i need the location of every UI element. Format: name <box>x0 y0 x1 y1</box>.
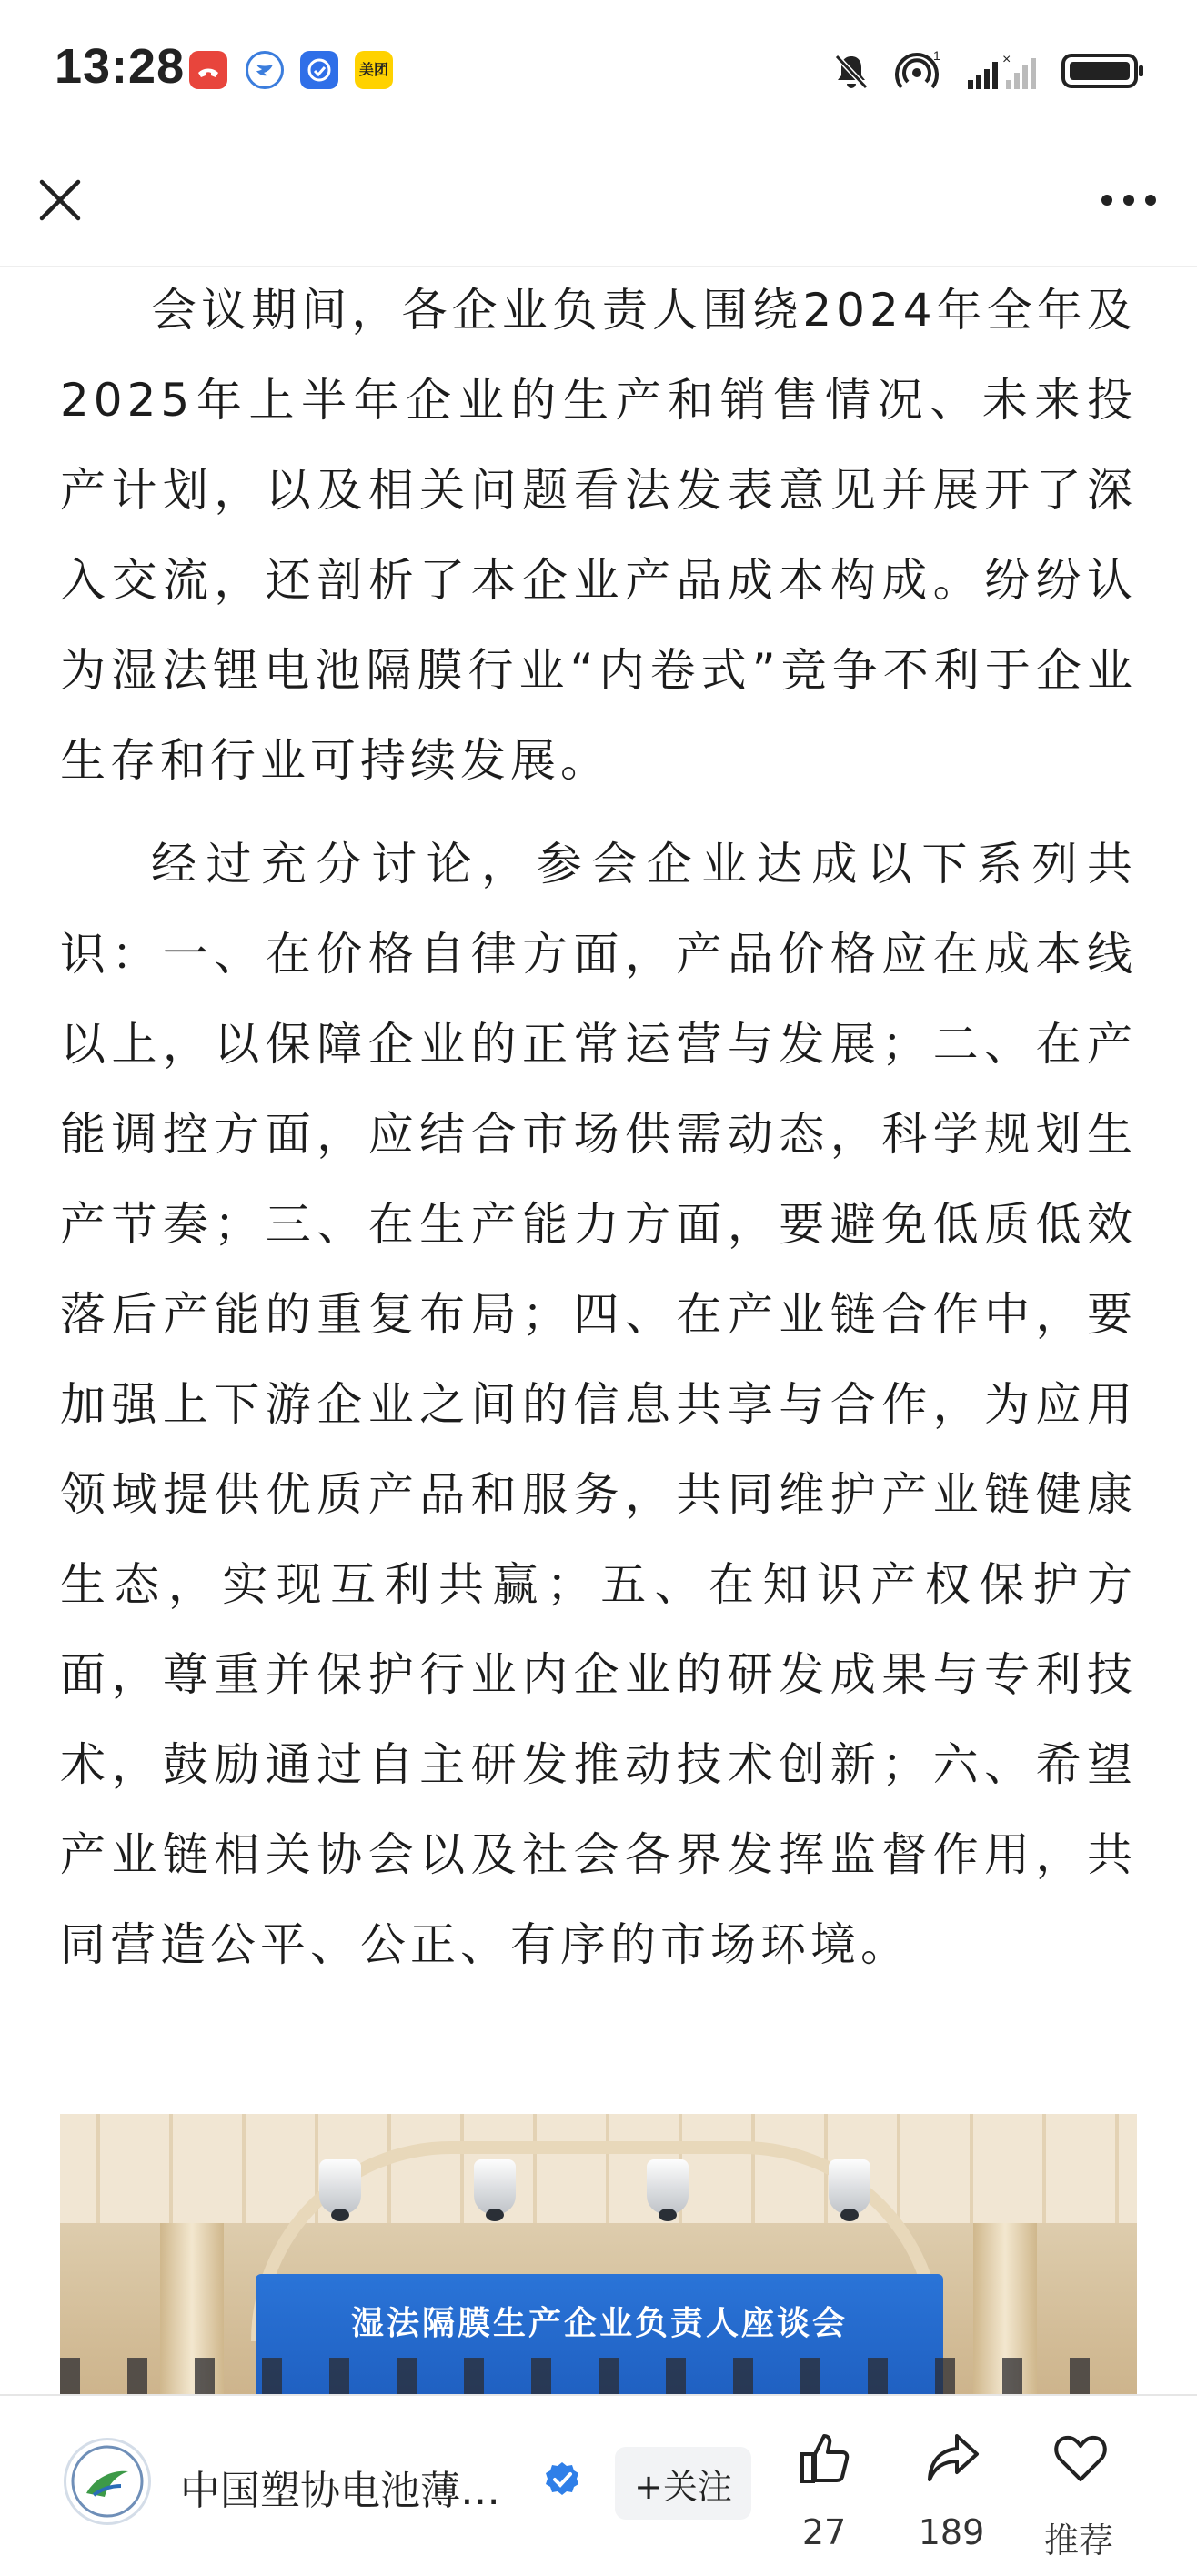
stage-lamp <box>829 2159 870 2214</box>
close-icon <box>36 176 84 224</box>
status-time: 13:28 <box>55 39 186 94</box>
svg-text:×: × <box>1002 52 1011 67</box>
article-photo[interactable] <box>60 2114 1137 2394</box>
share-count: 189 <box>918 2512 985 2552</box>
follow-button[interactable]: +关注 <box>615 2447 751 2520</box>
top-bar <box>0 146 1197 267</box>
thumbs-up-icon <box>797 2429 855 2487</box>
share-button[interactable] <box>897 2423 1006 2560</box>
close-button[interactable] <box>27 167 93 233</box>
verified-icon <box>542 2460 582 2500</box>
system-icons <box>831 47 1146 95</box>
bell-muted-icon <box>831 51 871 91</box>
photo-attendees <box>60 2358 1137 2394</box>
hotspot-icon <box>895 49 942 93</box>
stage-lamp <box>319 2159 361 2214</box>
recommend-button[interactable] <box>1024 2423 1133 2560</box>
stage-lamp <box>474 2159 516 2214</box>
heart-icon <box>1051 2429 1110 2487</box>
stage-lamp <box>647 2159 689 2214</box>
like-count: 27 <box>801 2512 847 2552</box>
more-button[interactable] <box>1088 167 1170 233</box>
bottom-bar <box>0 2394 1197 2576</box>
meituan-icon: 美团 <box>355 51 393 89</box>
author-avatar[interactable] <box>64 2438 151 2525</box>
status-bar <box>0 0 1197 146</box>
more-icon <box>1100 193 1158 207</box>
signal-icon <box>966 51 1037 91</box>
recommend-label: 推荐 <box>1043 2521 1113 2561</box>
phone-icon <box>189 51 227 89</box>
blue-app-icon <box>300 51 338 89</box>
share-icon <box>924 2429 982 2487</box>
article-paragraph-1: 会议期间，各企业负责人围绕2024年全年及2025年上半年企业的生产和销售情况、未来投产计划，以及相关问题看法发表意见并展开了深入交流，还剖析了本企业产品成本构成。纷纷认为湿法锂电池隔膜行业“内卷式”竞争不利于企业生存和行业可持续发展。 <box>60 284 1137 787</box>
author-name[interactable]: 中国塑协电池薄… <box>180 2468 500 2514</box>
dingtalk-icon <box>246 51 284 89</box>
article-paragraph-2: 经过充分讨论，参会企业达成以下系列共识：一、在价格自律方面，产品价格应在成本线以上，以保障企业的正常运营与发展；二、在产能调控方面，应结合市场供需动态，科学规划生产节奏；三、在生产能力方面，要避免低质低效落后产能的重复布局；四、在产业链合作中，要加强上下游企业之间的信息共享与合作，为应用领域提供优质产品和服务，共同维护产业链健康生态，实现互利共赢；五、在知识产权保护方面，尊重并保护行业内企业的研发成果与专利技术，鼓励通过自主研发推动技术创新；六、希望产业链相关协会以及社会各界发挥监督作用，共同营造公平、公正、有序的市场环境。 <box>60 838 1137 1971</box>
meeting-banner-text: 湿法隔膜生产企业负责人座谈会 <box>350 2305 848 2342</box>
like-button[interactable] <box>770 2423 879 2560</box>
logo-icon <box>66 2440 148 2522</box>
battery-icon <box>1061 51 1146 91</box>
svg-text:1: 1 <box>933 49 940 63</box>
article-body <box>60 266 1137 1990</box>
